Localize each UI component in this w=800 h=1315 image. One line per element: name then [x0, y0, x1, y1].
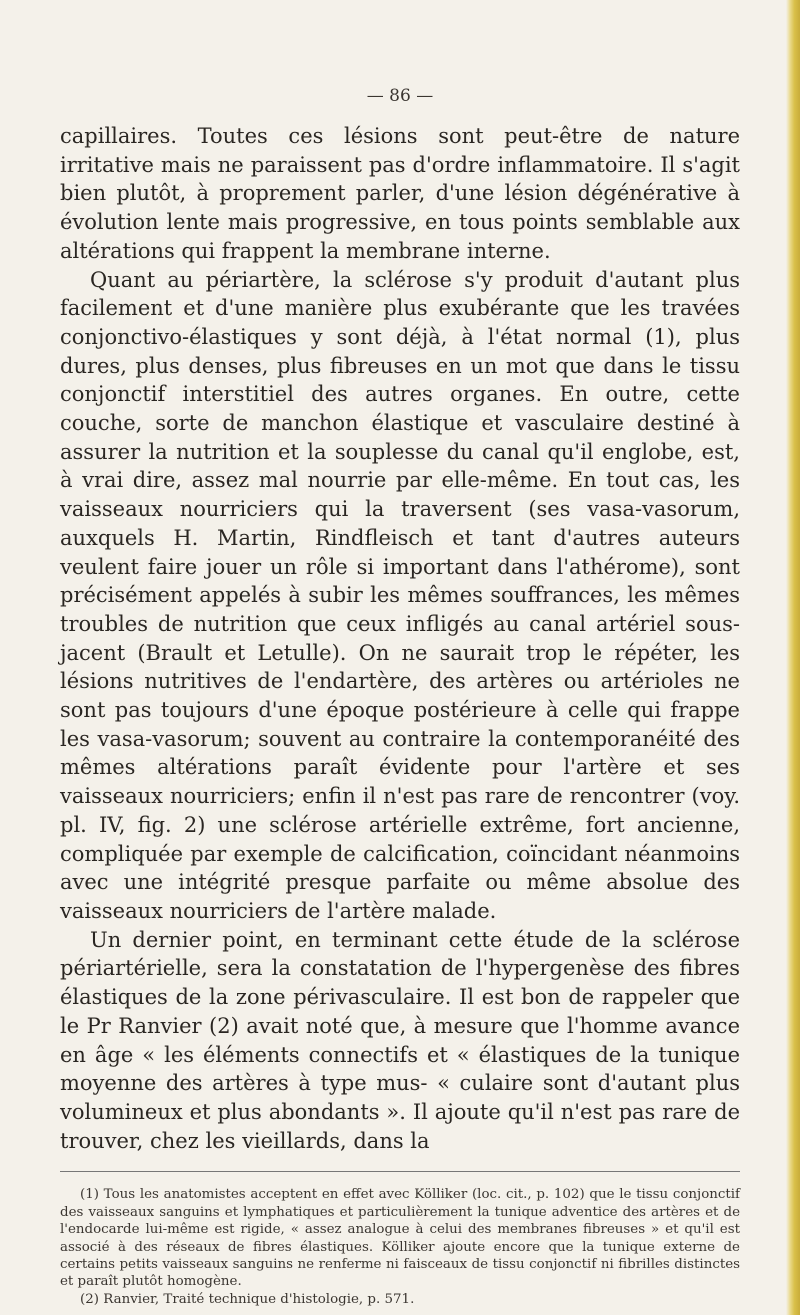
body-paragraph-3: Un dernier point, en terminant cette étude de la sclérose périartérielle, sera la constatation de l'hypergenèse des fibres élastiques de la zone périvasculaire. Il est bon de rappeler que le Pr Ranvier (2) avait noté que, à mesure que l'homme avance en âge « les éléments connectifs et « élastiques de la tunique moyenne des artères à type mus- « culaire sont d'autant plus volumineux et plus abondants ». Il ajoute qu'il n'est pas rare de trouver, chez les vieillards, dans la [60, 927, 740, 1153]
page-edge-decoration [786, 0, 800, 1315]
footnote-1: (1) Tous les anatomistes acceptent en effet avec Kölliker (loc. cit., p. 102) que le tissu conjonctif des vaisseaux sanguins et lymphatiques et particulièrement la tunique adventice des artères et de l'endocarde lui-même est rigide, « assez analogue à celui des membranes fibreuses » et qu'il est associé à des réseaux de fibres élastiques. Kölliker ajoute encore que la tunique externe de certains petits vaisseaux sanguins ne renferme ni faisceaux de tissu conjonctif ni fibrilles distinctes et paraît plutôt homogène. [60, 1187, 740, 1290]
body-paragraph-1: capillaires. Toutes ces lésions sont peut-être de nature irritative mais ne paraissent pas d'ordre inflammatoire. Il s'agit bien plutôt, à proprement parler, d'une lésion dégénérative à évolution lente mais progressive, en tous points semblable aux altérations qui frappent la membrane interne. [60, 124, 740, 263]
footnote-2: (2) Ranvier, Traité technique d'histologie, p. 571. [80, 1291, 415, 1307]
document-page [60, 86, 740, 1308]
footnote-divider [60, 1171, 740, 1172]
page-number: — 86 — [366, 86, 434, 106]
body-paragraph-2: Quant au périartère, la sclérose s'y produit d'autant plus facilement et d'une manière plus exubérante que les travées conjonctivo-élastiques y sont déjà, à l'état normal (1), plus dures, plus denses, plus fibreuses en un mot que dans le tissu conjonctif interstitiel des autres organes. En outre, cette couche, sorte de manchon élastique et vasculaire destiné à assurer la nutrition et la souplesse du canal qu'il englobe, est, à vrai dire, assez mal nourrie par elle-même. En tout cas, les vaisseaux nourriciers qui la traversent (ses vasa-vasorum, auxquels H. Martin, Rindfleisch et tant d'autres auteurs veulent faire jouer un rôle si important dans l'athérome), sont précisément appelés à subir les mêmes souffrances, les mêmes troubles de nutrition que ceux infligés au canal artériel sous-jacent (Brault et Letulle). On ne saurait trop le répéter, les lésions nutritives de l'endartère, des artères ou artérioles ne sont pas toujours d'une époque postérieure à celle qui frappe les vasa-vasorum; souvent au contraire la contemporanéité des mêmes altérations paraît évidente pour l'artère et ses vaisseaux nourriciers; enfin il n'est pas rare de rencontrer (voy. pl. IV, fig. 2) une sclérose artérielle extrême, fort ancienne, compliquée par exemple de calcification, coïncidant néanmoins avec une intégrité presque parfaite ou même absolue des vaisseaux nourriciers de l'artère malade. [60, 267, 740, 923]
